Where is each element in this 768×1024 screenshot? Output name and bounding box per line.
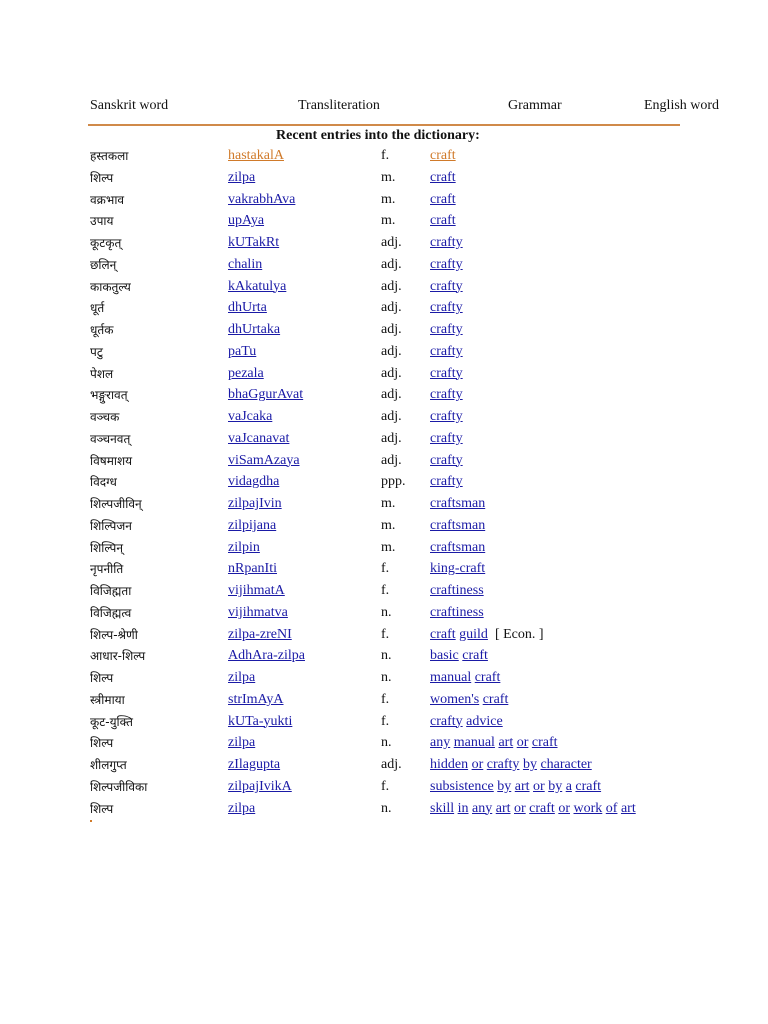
english-word-link[interactable]: by — [548, 778, 563, 794]
grammar-label: adj. — [381, 757, 402, 772]
english-word-link[interactable]: crafty — [430, 474, 463, 490]
english-words — [430, 169, 456, 187]
english-word-link[interactable]: craft — [529, 800, 555, 816]
entry-row — [0, 756, 768, 778]
header-divider — [88, 124, 680, 126]
transliteration-link[interactable]: vijihmatA — [228, 583, 285, 598]
grammar-label: adj. — [381, 430, 402, 446]
entry-row — [0, 169, 768, 191]
english-word-link[interactable]: or — [471, 757, 484, 772]
entry-row — [0, 734, 768, 756]
entry-row — [0, 691, 768, 713]
header-transliteration: Transliteration — [298, 98, 380, 113]
grammar-label: m. — [381, 517, 396, 533]
grammar-label: adj. — [381, 365, 402, 381]
english-word-link[interactable]: subsistence — [430, 778, 494, 794]
entry-row — [0, 800, 768, 822]
english-words — [430, 539, 485, 557]
sanskrit-word: हस्तकला — [90, 149, 129, 163]
entry-row — [0, 430, 768, 452]
grammar-label: f. — [381, 148, 390, 163]
grammar-label: m. — [381, 213, 396, 229]
entry-row — [0, 669, 768, 691]
grammar-label: adj. — [381, 343, 402, 359]
transliteration-link[interactable]: vaJcaka — [228, 409, 273, 424]
entry-row — [0, 473, 768, 495]
english-word-link[interactable]: or — [558, 800, 570, 816]
entry-row — [0, 560, 768, 582]
english-words — [430, 691, 508, 709]
english-word-link[interactable]: work — [573, 800, 603, 816]
english-words — [430, 647, 488, 665]
english-word-link[interactable]: craft — [474, 670, 501, 685]
sanskrit-word: नृपनीति — [90, 562, 124, 577]
sanskrit-word: विषमाशय — [90, 453, 133, 468]
english-word-link[interactable]: craft — [462, 648, 488, 664]
english-words — [430, 734, 558, 752]
grammar-label: adj. — [381, 409, 402, 424]
entry-row — [0, 212, 768, 234]
transliteration-link[interactable]: vijihmatva — [228, 604, 288, 620]
sanskrit-word: धूर्तक — [90, 323, 114, 337]
english-words — [430, 560, 485, 578]
sanskrit-word: शिल्प — [90, 736, 114, 751]
grammar-label: f. — [381, 691, 390, 707]
sanskrit-word: धूर्त — [90, 301, 105, 316]
sanskrit-word: विजिह्मता — [90, 584, 132, 598]
entry-row — [0, 713, 768, 735]
grammar-label: n. — [381, 800, 392, 816]
header-grammar: Grammar — [508, 98, 562, 113]
sanskrit-word: आधार-शिल्प — [90, 649, 146, 664]
transliteration-link[interactable]: zilpijana — [228, 517, 277, 533]
transliteration-link[interactable]: zilpa — [228, 735, 256, 751]
transliteration-link[interactable]: vakrabhAva — [228, 191, 296, 207]
english-word-link[interactable]: by — [522, 757, 537, 772]
english-word-link[interactable]: crafty — [430, 322, 463, 337]
sanskrit-word: वञ्चक — [90, 410, 120, 424]
english-word-link[interactable]: crafty — [430, 430, 463, 446]
english-word-link[interactable]: crafty — [430, 452, 463, 468]
english-word-link[interactable]: by — [497, 778, 512, 794]
english-word-link[interactable]: manual — [453, 735, 495, 751]
english-word-link[interactable]: craft — [575, 778, 602, 794]
transliteration-link[interactable]: pezala — [228, 365, 264, 381]
english-words — [430, 278, 463, 296]
english-words — [430, 256, 463, 274]
english-word-link[interactable]: craftiness — [430, 583, 484, 598]
english-words — [430, 234, 463, 252]
entry-row — [0, 191, 768, 213]
transliteration-link[interactable]: strImAyA — [228, 691, 284, 707]
entry-row — [0, 647, 768, 669]
english-word-link[interactable]: advice — [466, 713, 503, 729]
transliteration-link[interactable]: vidagdha — [228, 474, 280, 490]
grammar-label: adj. — [381, 387, 402, 403]
entry-row — [0, 256, 768, 278]
english-word-link[interactable]: craft — [430, 191, 456, 207]
grammar-label: m. — [381, 539, 396, 555]
sanskrit-word: वञ्चनवत् — [90, 431, 131, 446]
entry-row — [0, 321, 768, 343]
transliteration-link[interactable]: kAkatulya — [228, 278, 287, 294]
sanskrit-word: शिल्प — [90, 671, 114, 685]
transliteration-link[interactable]: chalin — [228, 256, 263, 272]
entry-row — [0, 278, 768, 300]
english-words — [430, 191, 456, 209]
english-word-link[interactable]: hidden — [430, 757, 469, 772]
transliteration-link[interactable]: nRpanIti — [228, 561, 277, 577]
grammar-label: f. — [381, 583, 390, 598]
english-word-link[interactable]: art — [514, 778, 530, 794]
entry-row — [0, 343, 768, 365]
transliteration-link[interactable]: zilpin — [228, 539, 260, 555]
sanskrit-word: शिल्प-श्रेणी — [90, 627, 138, 642]
english-words — [430, 147, 456, 165]
english-words — [430, 669, 500, 687]
grammar-label: f. — [381, 626, 390, 642]
sanskrit-word: वक्रभाव — [90, 192, 125, 207]
english-word-link[interactable]: king-craft — [430, 561, 486, 577]
sanskrit-word: शिल्प — [90, 801, 114, 816]
english-word-link[interactable]: craft — [482, 691, 509, 707]
transliteration-link[interactable]: kUTakRt — [228, 235, 280, 250]
sanskrit-word: विजिह्मत्व — [90, 605, 132, 620]
english-word-link[interactable]: of — [605, 800, 618, 816]
grammar-label: adj. — [381, 256, 402, 272]
english-word-link[interactable]: crafty — [430, 387, 463, 403]
english-words — [430, 517, 485, 535]
grammar-label: ppp. — [381, 474, 406, 490]
entry-row — [0, 495, 768, 517]
grammar-label: adj. — [381, 278, 402, 294]
english-words — [430, 713, 503, 731]
transliteration-link[interactable]: zilpa — [228, 169, 256, 185]
grammar-label: adj. — [381, 452, 402, 468]
english-word-link[interactable]: crafty — [430, 278, 463, 294]
english-word-link[interactable]: art — [495, 800, 511, 816]
transliteration-link[interactable]: zilpa — [228, 800, 256, 816]
transliteration-link[interactable]: upAya — [228, 213, 265, 229]
english-word-link[interactable]: crafty — [430, 409, 463, 424]
entry-row — [0, 778, 768, 800]
transliteration-link[interactable]: paTu — [228, 343, 257, 359]
english-words — [430, 452, 463, 470]
transliteration-link[interactable]: viSamAzaya — [228, 452, 300, 468]
english-word-link[interactable]: crafty — [486, 757, 520, 772]
sanskrit-word: शिल्पजीविका — [90, 779, 148, 794]
english-word-link[interactable]: guild — [459, 626, 488, 642]
english-words — [430, 365, 463, 383]
transliteration-link[interactable]: kUTa-yukti — [228, 713, 293, 729]
english-words — [430, 800, 636, 818]
english-word-link[interactable]: or — [514, 800, 526, 816]
entry-row — [0, 604, 768, 626]
grammar-label: n. — [381, 604, 392, 620]
english-word-link[interactable]: manual — [430, 670, 472, 685]
english-words — [430, 495, 485, 513]
header-sanskrit-word: Sanskrit word — [90, 98, 169, 113]
sanskrit-word: भङ्गुरावत् — [90, 388, 128, 403]
recent-entries-title: Recent entries into the dictionary: — [276, 128, 480, 143]
entry-row — [0, 408, 768, 430]
sanskrit-word: स्त्रीमाया — [90, 692, 125, 707]
entry-row — [0, 365, 768, 387]
english-word-link[interactable]: craft — [430, 626, 456, 642]
grammar-label: f. — [381, 713, 390, 729]
english-words — [430, 582, 484, 600]
sanskrit-word: पेशल — [90, 366, 114, 381]
grammar-label: m. — [381, 496, 396, 511]
entry-row — [0, 234, 768, 256]
transliteration-link[interactable]: vaJcanavat — [228, 430, 290, 446]
grammar-label: m. — [381, 191, 396, 207]
english-words — [430, 430, 463, 448]
english-word-link[interactable]: craft — [430, 169, 456, 185]
header-english-word: English word — [644, 98, 720, 113]
sanskrit-word: शिल्पजीविन् — [90, 497, 142, 511]
english-word-link[interactable]: craft — [531, 735, 558, 751]
english-word-link[interactable]: or — [516, 735, 529, 751]
transliteration-link[interactable]: zilpajIvin — [228, 496, 282, 511]
english-word-link[interactable]: craft — [430, 148, 456, 163]
sanskrit-word: उपाय — [90, 214, 114, 229]
english-words — [430, 756, 592, 774]
transliteration-link[interactable]: zilpa — [228, 670, 256, 685]
english-words — [430, 212, 456, 230]
grammar-label: n. — [381, 670, 392, 685]
grammar-label: n. — [381, 648, 392, 664]
english-words — [430, 408, 463, 426]
english-word-link[interactable]: a — [565, 778, 572, 794]
grammar-label: f. — [381, 561, 390, 577]
entry-row — [0, 299, 768, 321]
sanskrit-word: शिल्प — [90, 170, 114, 185]
english-word-link[interactable]: crafty — [430, 365, 463, 381]
grammar-label: adj. — [381, 235, 402, 250]
transliteration-link[interactable]: bhaGgurAvat — [228, 387, 304, 403]
entry-row — [0, 582, 768, 604]
sanskrit-word: शिल्पिन् — [90, 540, 124, 555]
english-words — [430, 778, 601, 796]
english-words — [430, 299, 463, 317]
entry-row — [0, 386, 768, 408]
english-word-link[interactable]: character — [540, 757, 592, 772]
sanskrit-word: कूट-युक्ति — [90, 714, 133, 729]
english-word-link[interactable]: craftsman — [430, 496, 486, 511]
english-word-link[interactable]: crafty — [430, 343, 463, 359]
english-word-link[interactable]: craft — [430, 213, 456, 229]
english-word-link[interactable]: crafty — [430, 713, 463, 729]
english-word-link[interactable]: crafty — [430, 235, 463, 250]
english-words — [430, 604, 484, 622]
decorative-dot — [90, 820, 92, 822]
sanskrit-word: काकतुल्य — [90, 279, 131, 294]
english-word-link[interactable]: in — [457, 800, 469, 816]
transliteration-link[interactable]: hastakalA — [228, 148, 284, 163]
english-words — [430, 386, 463, 404]
entry-row — [0, 517, 768, 539]
transliteration-link[interactable]: zIlagupta — [228, 757, 281, 772]
entry-row — [0, 626, 768, 648]
english-word-link[interactable]: women's — [430, 691, 480, 707]
english-word-link[interactable]: crafty — [430, 300, 463, 316]
english-word-link[interactable]: art — [498, 735, 514, 751]
sanskrit-word: पटु — [90, 344, 103, 359]
english-word-link[interactable]: any — [472, 800, 493, 816]
sanskrit-word: विदग्ध — [90, 475, 117, 490]
grammar-label: m. — [381, 169, 396, 185]
english-word-link[interactable]: any — [430, 735, 451, 751]
transliteration-link[interactable]: zilpajIvikA — [228, 778, 292, 794]
grammar-label: f. — [381, 778, 390, 794]
sanskrit-word: शिल्पिजन — [90, 518, 132, 533]
english-words — [430, 473, 463, 491]
grammar-label: adj. — [381, 322, 402, 337]
grammar-label: n. — [381, 735, 392, 751]
english-word-link[interactable]: craftiness — [430, 604, 484, 620]
english-words — [430, 343, 463, 361]
entry-row — [0, 539, 768, 561]
sanskrit-word: छलिन् — [90, 257, 117, 272]
grammar-label: adj. — [381, 300, 402, 316]
english-word-link[interactable]: or — [533, 778, 545, 794]
english-word-link[interactable]: skill — [430, 800, 455, 816]
entry-row — [0, 147, 768, 169]
domain-note: [ Econ. ] — [494, 626, 544, 642]
transliteration-link[interactable]: dhUrta — [228, 300, 267, 316]
english-word-link[interactable]: craftsman — [430, 539, 486, 555]
english-word-link[interactable]: craftsman — [430, 517, 486, 533]
english-word-link[interactable]: art — [620, 800, 636, 816]
sanskrit-word: शीलगुप्त — [90, 758, 127, 772]
english-words — [430, 626, 544, 644]
entry-row — [0, 452, 768, 474]
transliteration-link[interactable]: zilpa-zreNI — [228, 626, 292, 642]
english-word-link[interactable]: basic — [430, 648, 459, 664]
dictionary-entries — [0, 147, 768, 821]
english-word-link[interactable]: crafty — [430, 256, 463, 272]
transliteration-link[interactable]: AdhAra-zilpa — [228, 648, 305, 664]
transliteration-link[interactable]: dhUrtaka — [228, 322, 281, 337]
english-words — [430, 321, 463, 339]
sanskrit-word: कूटकृत् — [90, 236, 122, 250]
